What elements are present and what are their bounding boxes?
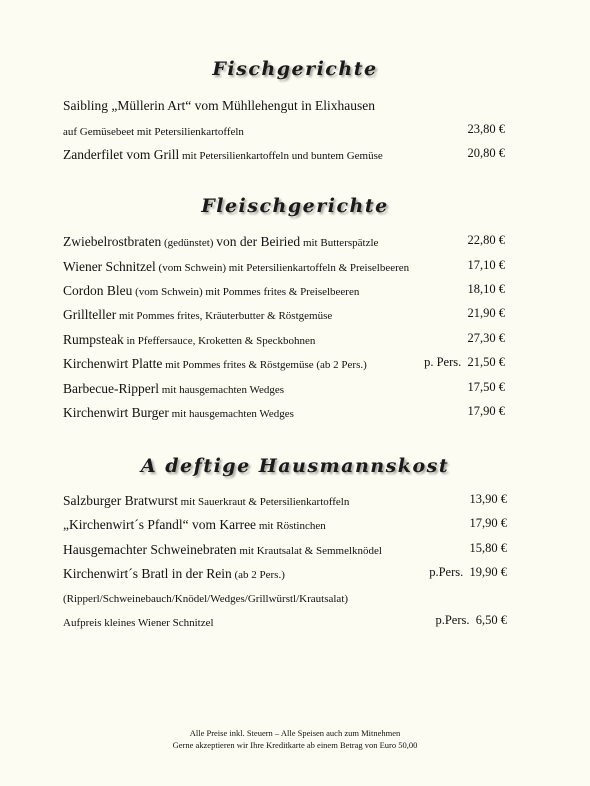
section-title-fischgerichte: Fischgerichte	[212, 58, 378, 80]
item-desc: mit Krautsalat & Semmelknödel	[236, 545, 382, 557]
item-desc: mit Pommes frites & Röstgemüse (ab 2 Pers.)	[162, 359, 367, 371]
menu-item	[63, 146, 505, 166]
item-price: p.Pers. 19,90 €	[429, 565, 507, 579]
menu-item	[63, 541, 507, 561]
menu-item	[63, 331, 505, 351]
item-desc: mit Petersilienkartoffeln und buntem Gemüse	[179, 150, 383, 162]
item-price: p. Pers. 21,50 €	[424, 355, 505, 369]
menu-item	[63, 258, 505, 278]
item-price: 18,10 €	[467, 282, 505, 296]
item-name: „Kirchenwirt´s Pfandl“ vom Karree	[63, 517, 257, 532]
menu-item	[63, 613, 507, 633]
item-price: 17,10 €	[467, 258, 505, 272]
item-name: Barbecue-Ripperl	[63, 381, 159, 396]
section-title-fleischgerichte: Fleischgerichte	[201, 195, 389, 217]
item-desc: mit Butterspätzle	[300, 237, 379, 249]
item-desc: mit Pommes frites, Kräuterbutter & Röstgemüse	[116, 310, 333, 322]
item-desc: in Pfeffersauce, Kroketten & Speckbohnen	[123, 335, 316, 347]
menu-item	[63, 355, 505, 375]
item-name: Cordon Bleu	[63, 283, 133, 298]
item-name: Salzburger Bratwurst	[63, 493, 178, 508]
menu-item	[63, 565, 507, 585]
item-price: p.Pers. 6,50 €	[435, 613, 507, 627]
item-name: Rumpsteak	[63, 332, 124, 347]
menu-item	[63, 306, 505, 326]
item-desc: (vom Schwein) mit Pommes frites & Preiselbeeren	[132, 286, 360, 298]
item-name: von der Beiried	[216, 234, 301, 249]
item-name: Grillteller	[63, 307, 117, 322]
menu-item	[63, 122, 505, 142]
item-price: 17,50 €	[467, 380, 505, 394]
item-name: Hausgemachter Schweinebraten	[63, 542, 237, 557]
footer-note	[0, 727, 590, 751]
item-name: Saibling „Müllerin Art“ vom Mühllehengut in Elixhausen	[63, 98, 375, 113]
item-desc: (ab 2 Pers.)	[231, 569, 285, 581]
menu-item	[63, 380, 505, 400]
item-price: 13,90 €	[469, 492, 507, 506]
item-price: 17,90 €	[469, 516, 507, 530]
item-desc: mit Röstinchen	[256, 520, 326, 532]
menu-item	[63, 233, 505, 253]
item-name: Kirchenwirt Platte	[63, 356, 163, 371]
item-price: 20,80 €	[467, 146, 505, 160]
item-price: 15,80 €	[469, 541, 507, 555]
item-desc: mit Sauerkraut & Petersilienkartoffeln	[177, 496, 350, 508]
item-name: Zanderfilet vom Grill	[63, 147, 180, 162]
item-desc: auf Gemüsebeet mit Petersilienkartoffeln	[63, 126, 244, 138]
item-desc: mit hausgemachten Wedges	[168, 408, 294, 420]
item-price: 27,30 €	[467, 331, 505, 345]
menu-item	[63, 97, 505, 117]
item-name: Kirchenwirt´s Bratl in der Rein	[63, 566, 232, 581]
item-price: 17,90 €	[467, 404, 505, 418]
menu-item	[63, 492, 507, 512]
item-price: 22,80 €	[467, 233, 505, 247]
footer-line: Gerne akzeptieren wir Ihre Kreditkarte ab einem Betrag von Euro 50,00	[172, 740, 418, 750]
menu-item	[63, 589, 507, 609]
footer-line: Alle Preise inkl. Steuern – Alle Speisen auch zum Mitnehmen	[189, 728, 401, 738]
item-desc: mit hausgemachten Wedges	[158, 384, 285, 396]
item-price: 23,80 €	[467, 122, 505, 136]
item-name: Wiener Schnitzel	[63, 259, 156, 274]
item-desc: Aufpreis kleines Wiener Schnitzel	[63, 617, 214, 629]
item-desc: (gedünstet)	[161, 237, 217, 249]
menu-item	[63, 516, 507, 536]
item-name: Zwiebelrostbraten	[63, 234, 162, 249]
item-price: 21,90 €	[467, 306, 505, 320]
menu-item	[63, 282, 505, 302]
item-desc: (vom Schwein) mit Petersilienkartoffeln & Preiselbeeren	[155, 262, 410, 274]
item-desc: (Ripperl/Schweinebauch/Knödel/Wedges/Grillwürstl/Krautsalat)	[63, 593, 349, 605]
menu-item	[63, 404, 505, 424]
item-name: Kirchenwirt Burger	[63, 405, 169, 420]
section-title-hausmannskost: A deftige Hausmannskost	[140, 455, 450, 477]
